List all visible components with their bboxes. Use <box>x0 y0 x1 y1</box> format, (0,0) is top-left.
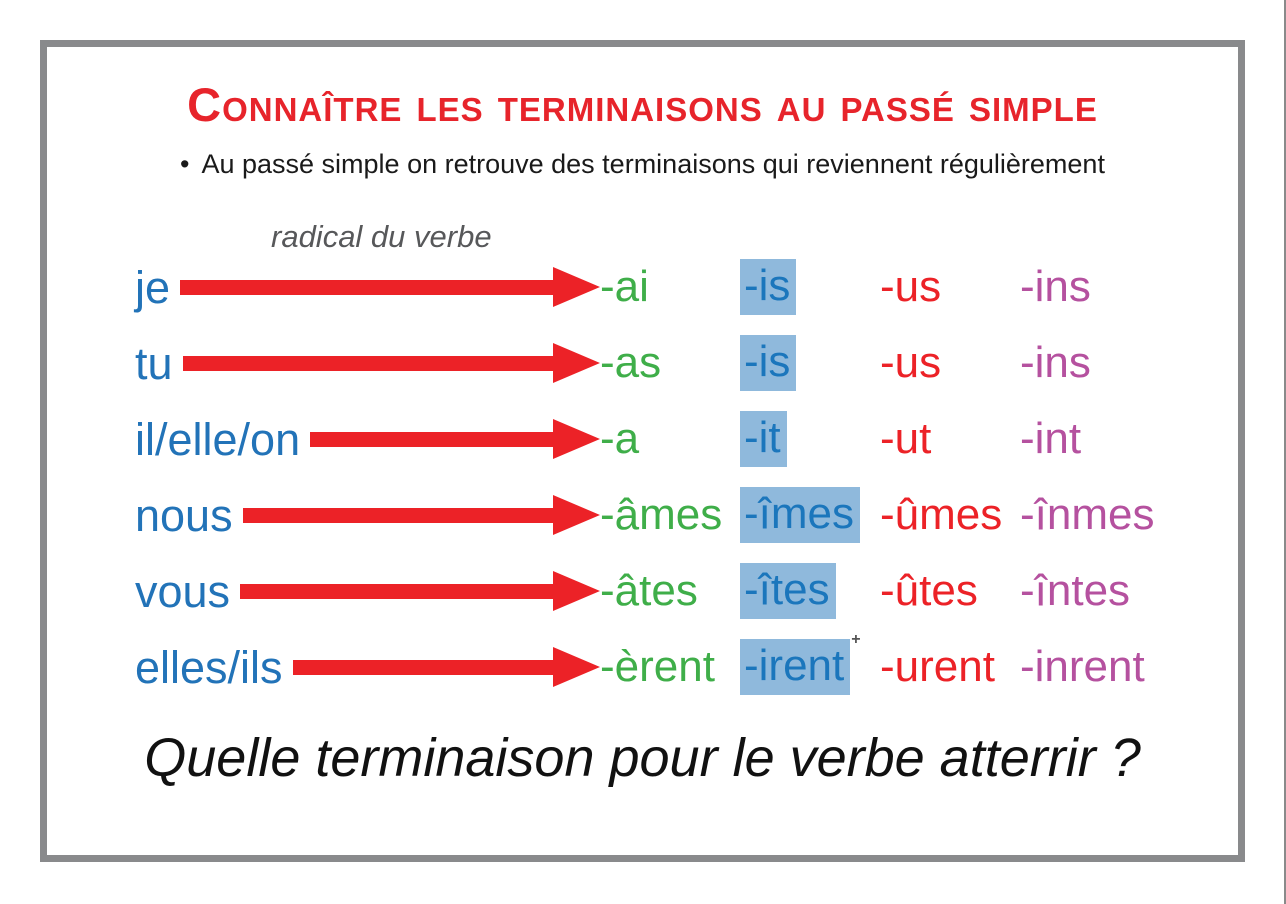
intro-bullet-text: Au passé simple on retrouve des terminaisons qui reviennent régulièrement <box>201 149 1105 179</box>
ending-i-series-highlighted: -irent <box>740 639 850 695</box>
ending-i-series-highlighted: -it <box>740 411 787 467</box>
ending-a-series: -âmes <box>600 489 723 539</box>
table-row <box>135 629 1170 705</box>
ending-a-series: -a <box>600 413 640 463</box>
ending-i-series-highlighted: -îmes <box>740 487 860 543</box>
ending-a-series: -èrent <box>600 641 715 691</box>
ending-u-series: -us <box>880 337 942 387</box>
arrow-icon <box>293 647 600 687</box>
ending-a-series: -as <box>600 337 662 387</box>
table-row <box>135 325 1170 401</box>
table-row <box>135 249 1170 325</box>
ending-u-series: -ut <box>880 413 932 463</box>
intro-bullet-line <box>47 149 1238 180</box>
question-text: Quelle terminaison pour le verbe atterrir ? <box>144 728 1141 788</box>
ending-in-series: -ins <box>1020 261 1091 311</box>
slide-title: Connaître les terminaisons au passé simple <box>187 78 1098 131</box>
ending-a-series: -âtes <box>600 565 698 615</box>
arrow-icon <box>240 571 600 611</box>
ending-i-series-highlighted: -is <box>740 335 796 391</box>
conjugation-table <box>135 249 1170 705</box>
ending-in-series: -înmes <box>1020 489 1155 539</box>
table-row <box>135 477 1170 553</box>
ending-in-series: -ins <box>1020 337 1091 387</box>
ending-a-series: -ai <box>600 261 649 311</box>
slide-frame <box>40 40 1245 862</box>
table-row <box>135 401 1170 477</box>
bullet-marker: • <box>180 149 190 179</box>
pronoun-label: nous <box>135 489 233 541</box>
pronoun-label: tu <box>135 337 173 389</box>
ending-u-series: -urent <box>880 641 995 691</box>
ending-u-series: -us <box>880 261 942 311</box>
ending-in-series: -inrent <box>1020 641 1145 691</box>
arrow-icon <box>183 343 600 383</box>
pronoun-label: je <box>135 261 171 313</box>
pronoun-label: elles/ils <box>135 641 283 693</box>
ending-u-series: -ûtes <box>880 565 978 615</box>
arrow-icon <box>180 267 600 307</box>
ending-u-series: -ûmes <box>880 489 1003 539</box>
arrow-icon <box>243 495 600 535</box>
radical-du-verbe-label: radical du verbe <box>271 219 492 254</box>
ending-in-series: -int <box>1020 413 1082 463</box>
pronoun-label: vous <box>135 565 231 617</box>
pronoun-label: il/elle/on <box>135 413 301 465</box>
ending-i-series-highlighted: -is <box>740 259 796 315</box>
arrow-icon <box>310 419 600 459</box>
table-row <box>135 553 1170 629</box>
ending-in-series: -întes <box>1020 565 1131 615</box>
ending-i-series-highlighted: -îtes <box>740 563 836 619</box>
move-cursor-icon: + <box>851 631 861 649</box>
